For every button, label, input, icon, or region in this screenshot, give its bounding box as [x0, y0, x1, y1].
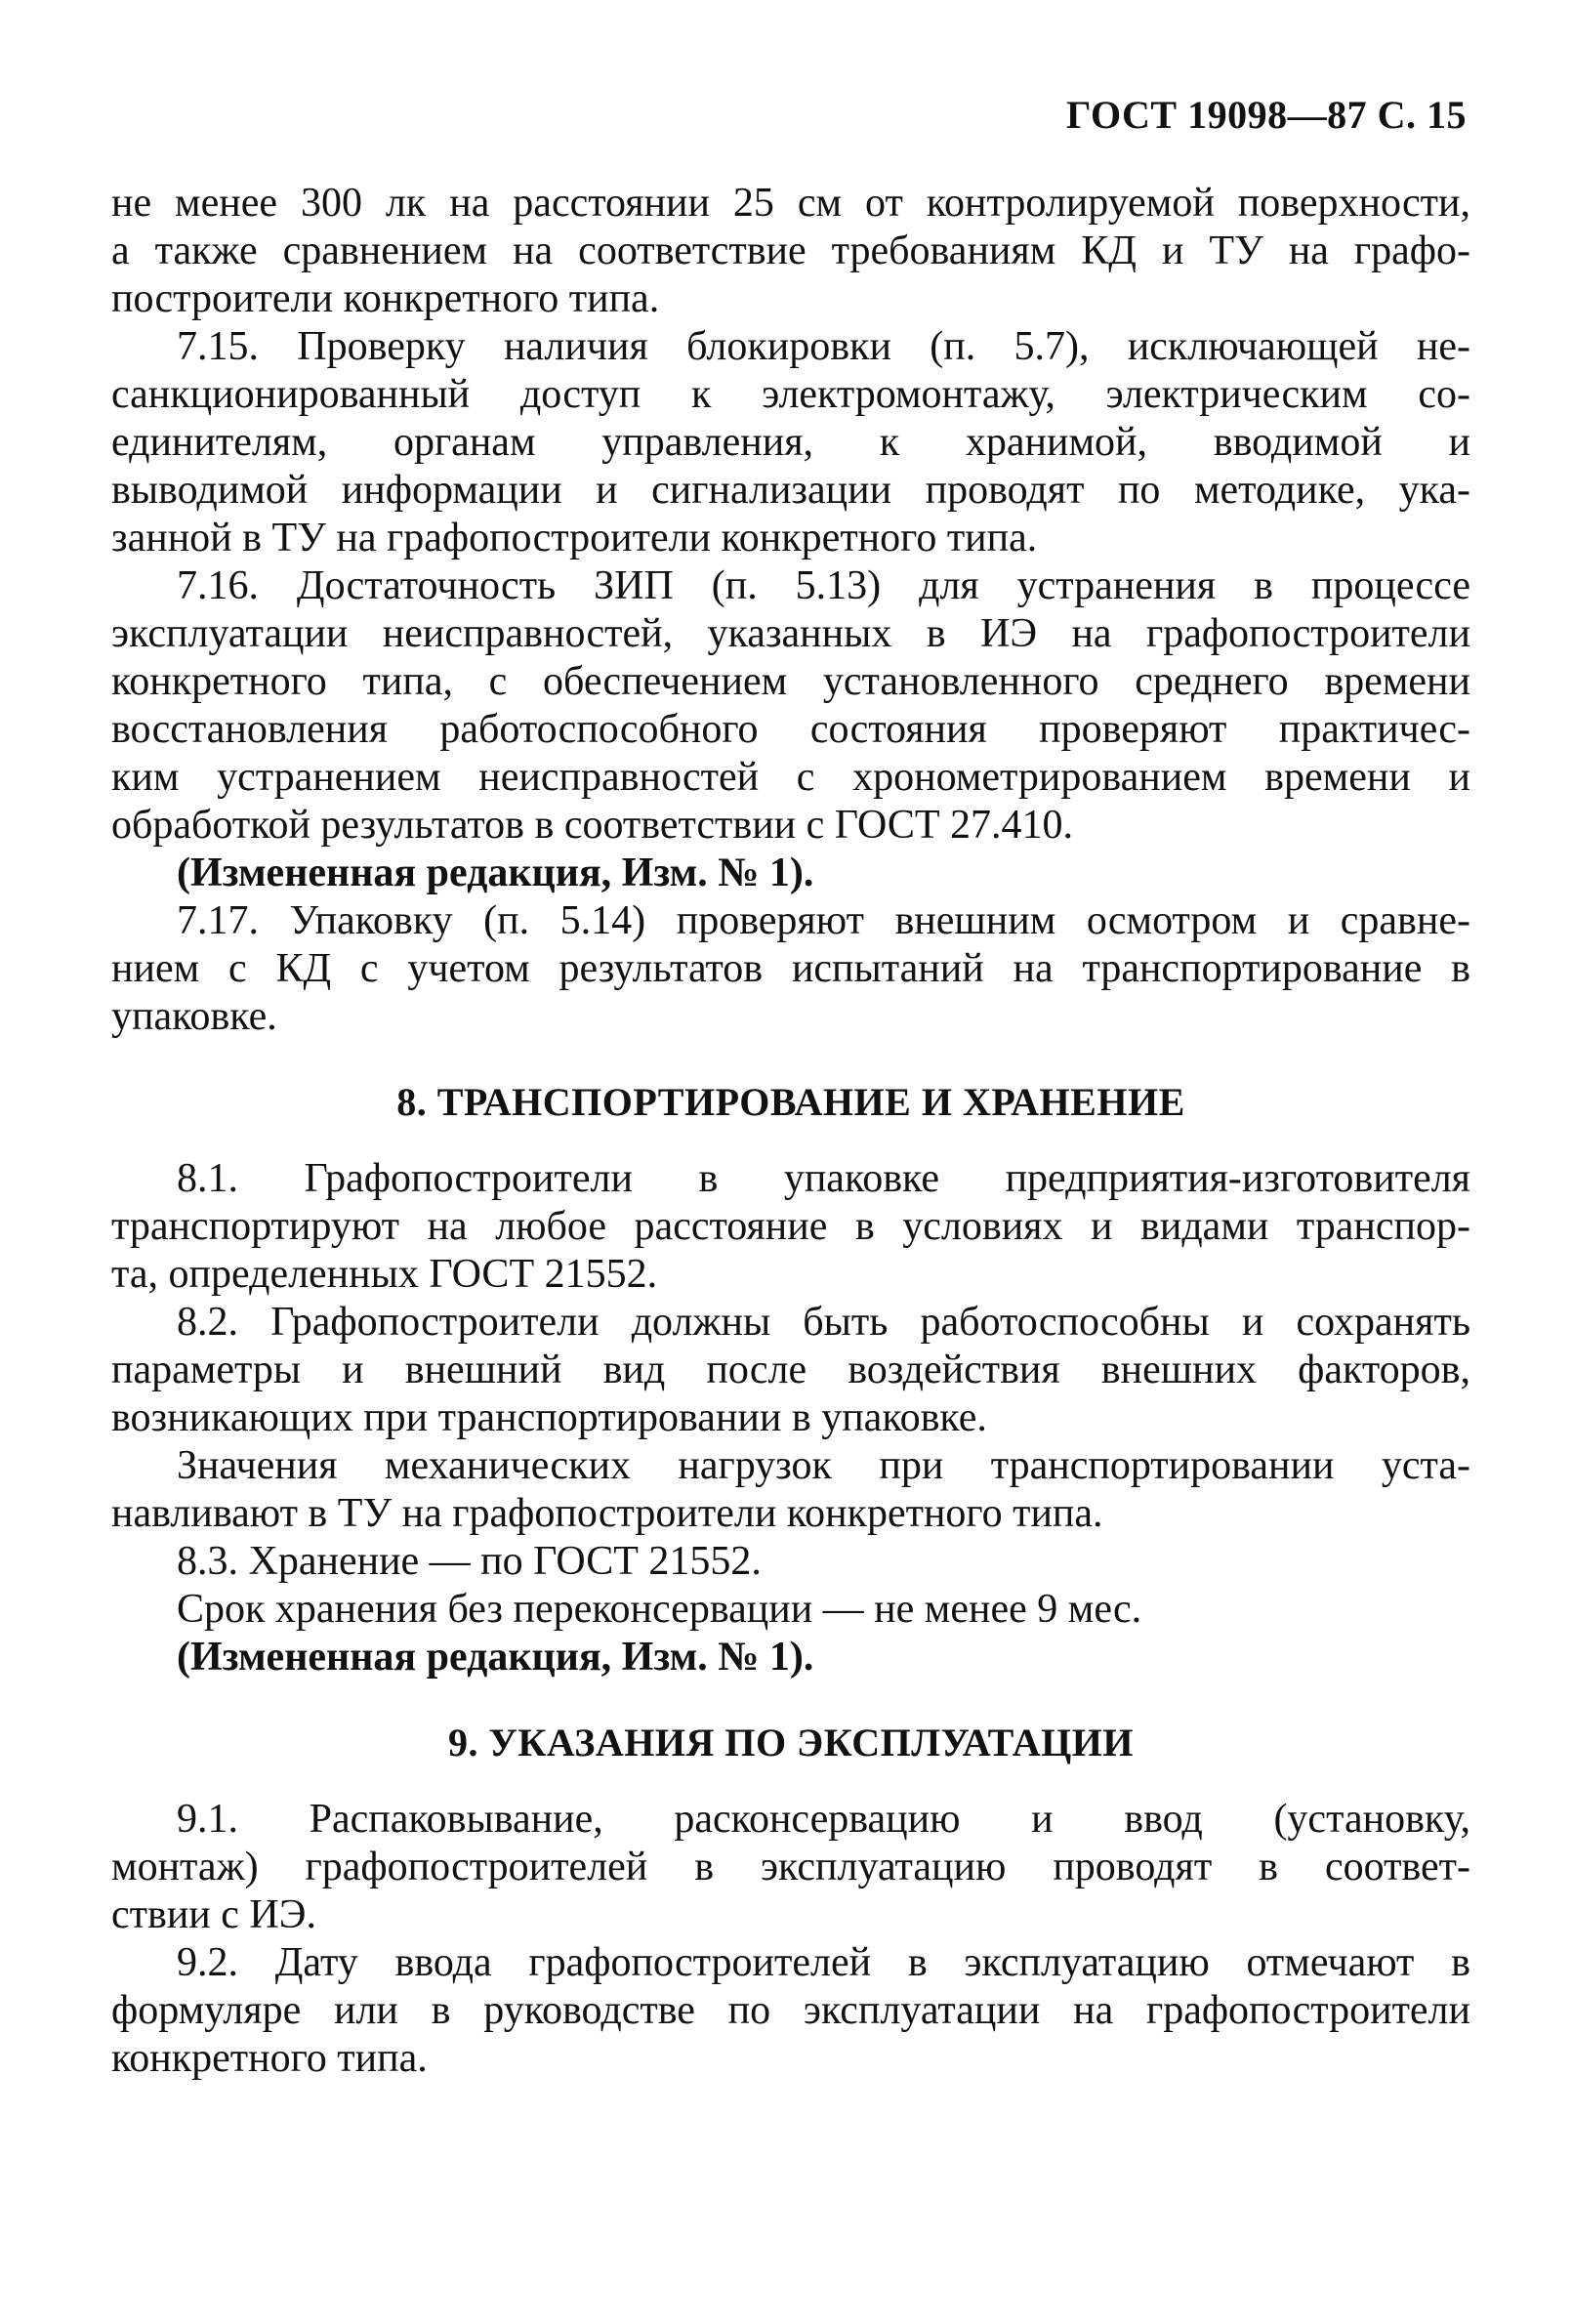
paragraph-9-2 [111, 1939, 1470, 2083]
running-header: ГОСТ 19098—87 С. 15 [1065, 93, 1467, 137]
text-line: конкретного типа, с обеспечением установленного среднего времени [111, 659, 1470, 704]
amendment-note: (Измененная редакция, Изм. № 1). [177, 1635, 814, 1680]
section-heading-8: 8. ТРАНСПОРТИРОВАНИЕ И ХРАНЕНИЕ [396, 1080, 1185, 1124]
text-line: параметры и внешний вид после воздействия внешних факторов, [111, 1348, 1470, 1392]
spacer [111, 1681, 1470, 1719]
text-line: 8.2. Графопостроители должны быть работоспособны и сохранять [177, 1300, 1470, 1345]
paragraph-7-15 [111, 323, 1470, 562]
text-line: а также сравнением на соответствие требованиям КД и ТУ на графо- [111, 228, 1470, 273]
text-line: ким устранением неисправностей с хронометрированием времени и [111, 755, 1470, 800]
text-line: монтаж) графопостроителей в эксплуатацию проводят в соответ- [111, 1845, 1470, 1889]
page-body [111, 180, 1470, 2083]
text-line: 9.1. Распаковывание, расконсервацию и ввод (установку, [177, 1797, 1470, 1842]
text-line: занной в ТУ на графопостроители конкретного типа. [111, 516, 1038, 560]
spacer [111, 1126, 1470, 1155]
text-line: обработкой результатов в соответствии с ГОСТ 27.410. [111, 803, 1074, 848]
paragraph-7-16 [111, 562, 1470, 850]
text-line: восстановления работоспособного состояния проверяют практичес- [111, 707, 1470, 752]
text-line: не менее 300 лк на расстоянии 25 см от контролируемой поверхности, [111, 181, 1470, 226]
text-line: ствии с ИЭ. [111, 1892, 316, 1937]
paragraph-8-2-b [111, 1442, 1470, 1538]
paragraph-7-17 [111, 897, 1470, 1041]
text-line: возникающих при транспортировании в упаковке. [111, 1395, 987, 1440]
text-line: транспортируют на любое расстояние в условиях и видами транспор- [111, 1204, 1470, 1249]
spacer [111, 1041, 1470, 1078]
text-line: упаковке. [111, 994, 277, 1039]
text-line: нием с КД с учетом результатов испытаний на транспортирование в [111, 946, 1470, 991]
amendment-note: (Измененная редакция, Изм. № 1). [177, 851, 814, 895]
paragraph-8-1 [111, 1155, 1470, 1299]
text-line: Значения механических нагрузок при транспортировании уста- [177, 1443, 1470, 1488]
text-line: выводимой информации и сигнализации проводят по методике, ука- [111, 468, 1470, 513]
paragraph-8-3-b: Срок хранения без переконсервации — не менее 9 мес. [177, 1587, 1142, 1632]
text-line: формуляре или в руководстве по эксплуатации на графопостроители [111, 1988, 1470, 2033]
paragraph-8-3: 8.3. Хранение — по ГОСТ 21552. [177, 1539, 762, 1584]
text-line: 7.16. Достаточность ЗИП (п. 5.13) для устранения в процессе [177, 563, 1470, 608]
section-heading-9: 9. УКАЗАНИЯ ПО ЭКСПЛУАТАЦИИ [447, 1721, 1135, 1764]
text-line: 7.17. Упаковку (п. 5.14) проверяют внешним осмотром и сравне- [177, 898, 1470, 943]
text-line: 8.1. Графопостроители в упаковке предприятия-изготовителя [177, 1156, 1470, 1201]
text-line: конкретного типа. [111, 2036, 428, 2081]
text-line: санкционированный доступ к электромонтажу, электрическим со- [111, 372, 1470, 417]
text-line: 7.15. Проверку наличия блокировки (п. 5.7), исключающей не- [177, 324, 1470, 369]
text-line: 9.2. Дату ввода графопостроителей в эксплуатацию отмечают в [177, 1940, 1470, 1985]
text-line: эксплуатации неисправностей, указанных в ИЭ на графопостроители [111, 611, 1470, 656]
paragraph-8-2 [111, 1299, 1470, 1442]
text-line: единителям, органам управления, к хранимой, вводимой и [111, 420, 1470, 465]
text-line: та, определенных ГОСТ 21552. [111, 1252, 658, 1297]
paragraph-9-1 [111, 1796, 1470, 1939]
spacer [111, 1766, 1470, 1796]
paragraph-continued [111, 180, 1470, 323]
text-line: построители конкретного типа. [111, 276, 660, 321]
text-line: навливают в ТУ на графопостроители конкретного типа. [111, 1491, 1103, 1536]
